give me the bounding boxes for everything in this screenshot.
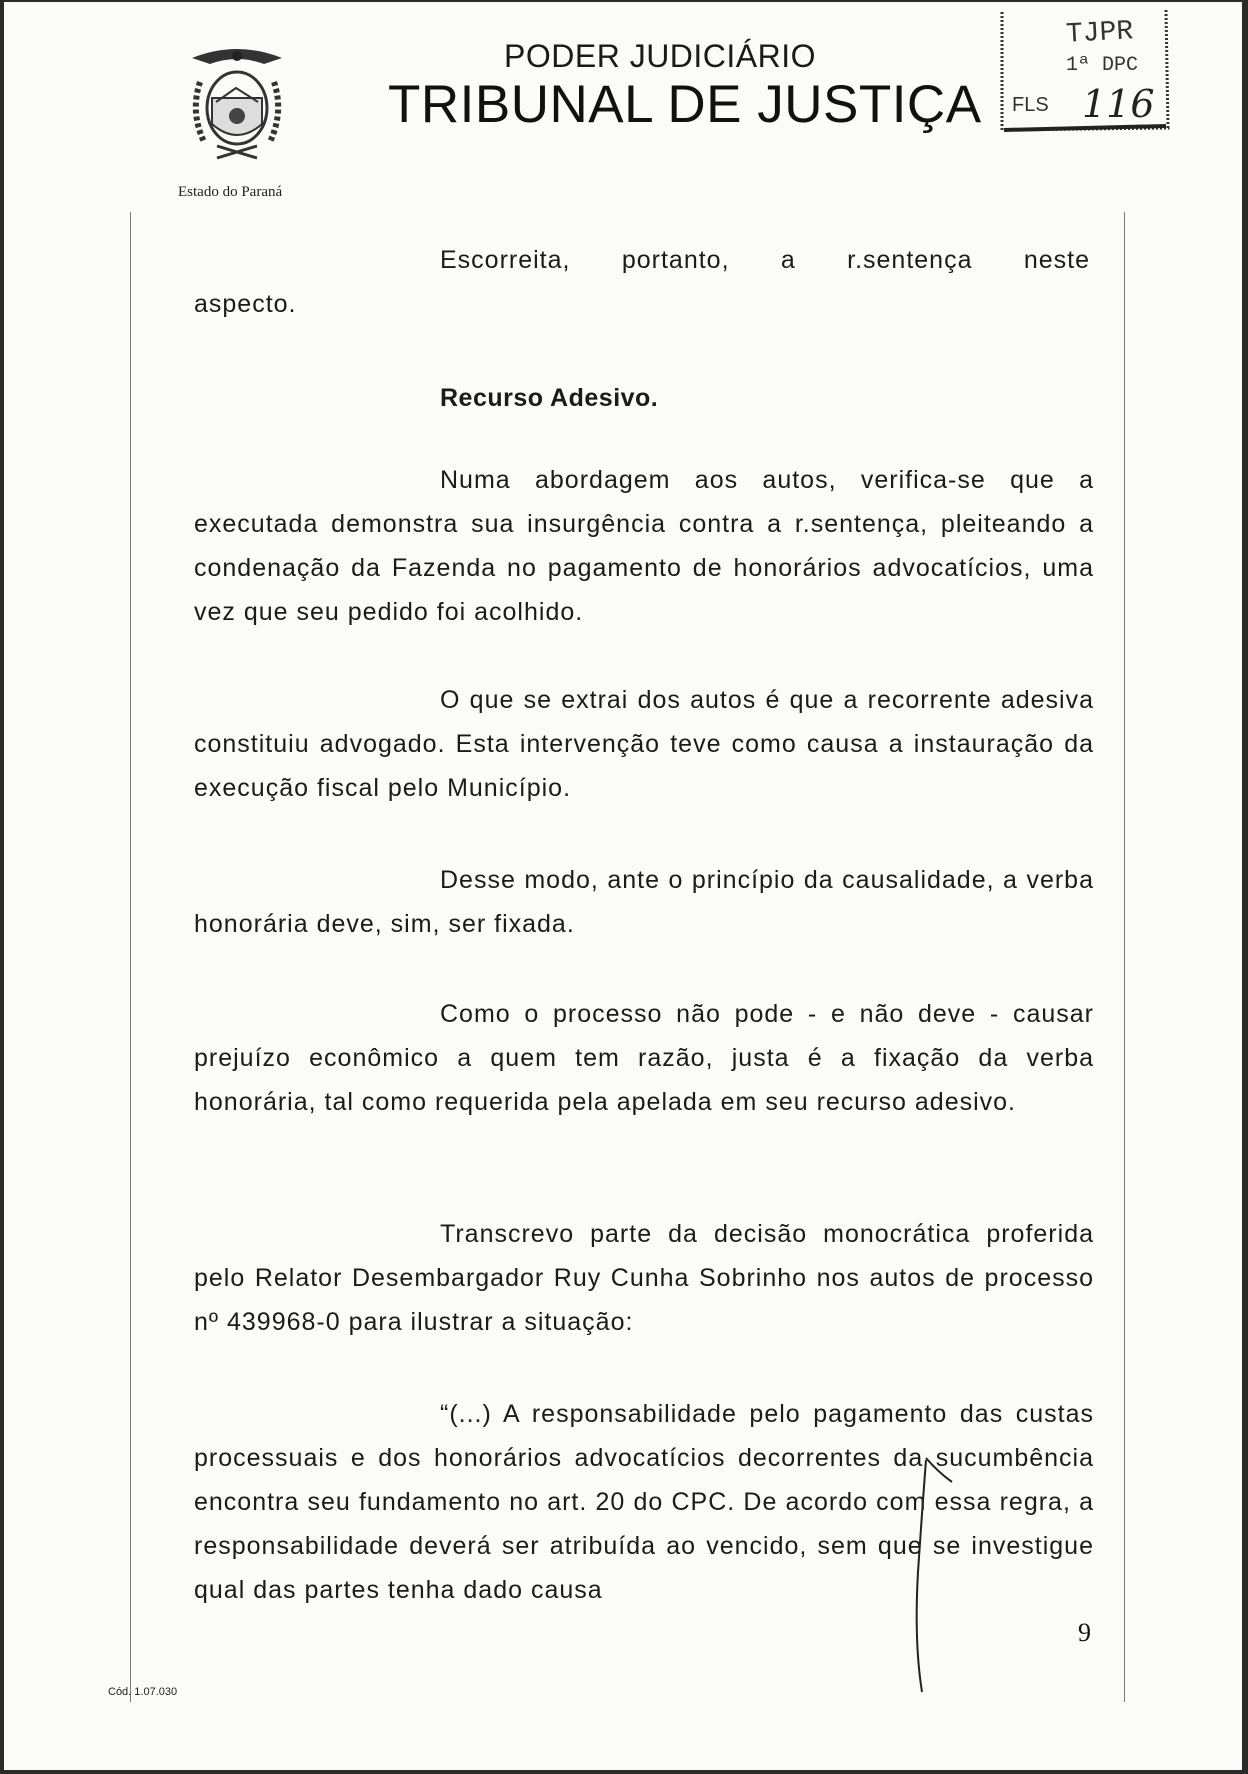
header-state: Estado do Paraná: [178, 184, 283, 200]
stamp-dept: 1ª DPC: [1066, 54, 1139, 77]
header-court-name: TRIBUNAL DE JUSTIÇA: [388, 75, 982, 134]
section-heading: Recurso Adesivo.: [440, 384, 659, 412]
paragraph-3: Numa abordagem aos autos, verifica-se que a executada demonstra sua insurgência contra a r.sentença, pleiteando a condenação da Fazenda no pagamento de honorários advocatícios, uma vez que seu pedido foi acolhido.: [194, 466, 1094, 626]
handwritten-mark: [904, 1452, 1024, 1702]
stamp-org: TJPR: [1065, 16, 1134, 51]
paragraph-7: Transcrevo parte da decisão monocrática proferida pelo Relator Desembargador Ruy Cunha Sobrinho nos autos de processo nº 439968-0 para ilustrar a situação:: [194, 1220, 1094, 1336]
paragraph-6: Como o processo não pode - e não deve - causar prejuízo econômico a quem tem razão, justa é a fixação da verba honorária, tal como requerida pela apelada em seu recurso adesivo.: [194, 1000, 1094, 1116]
form-code: Cód. 1.07.030: [108, 1686, 178, 1698]
paragraph-4: O que se extrai dos autos é que a recorrente adesiva constituiu advogado. Esta intervenção teve como causa a instauração da execução fiscal pelo Município.: [194, 686, 1094, 802]
coat-of-arms-icon: [182, 42, 292, 162]
paragraph-5: Desse modo, ante o princípio da causalidade, a verba honorária deve, sim, ser fixada.: [194, 866, 1094, 938]
stamp-fls-number: 116: [1082, 82, 1155, 126]
right-margin-line: [1124, 212, 1125, 1702]
paragraph-1-line-2: aspecto.: [194, 290, 297, 318]
paragraph-1: [194, 238, 1094, 326]
page-number: 9: [1078, 1618, 1091, 1647]
document-page: [4, 2, 1242, 1770]
header-court-branch: PODER JUDICIÁRIO: [504, 38, 817, 74]
stamp-fls-label: FLS: [1012, 94, 1049, 116]
quoted-paragraph: “(...) A responsabilidade pelo pagamento das custas processuais e dos honorários advocatícios decorrentes da sucumbência encontra seu fundamento no art. 20 do CPC. De acordo com essa regra, a responsabilidade deverá ser atribuída ao vencido, sem que se investigue qual das partes tenha dado causa: [194, 1400, 1094, 1604]
paragraph-1-line-1: Escorreita, portanto, a r.sentença neste: [440, 246, 1090, 274]
page-stamp: [996, 8, 1172, 138]
left-margin-line: [130, 212, 131, 1702]
